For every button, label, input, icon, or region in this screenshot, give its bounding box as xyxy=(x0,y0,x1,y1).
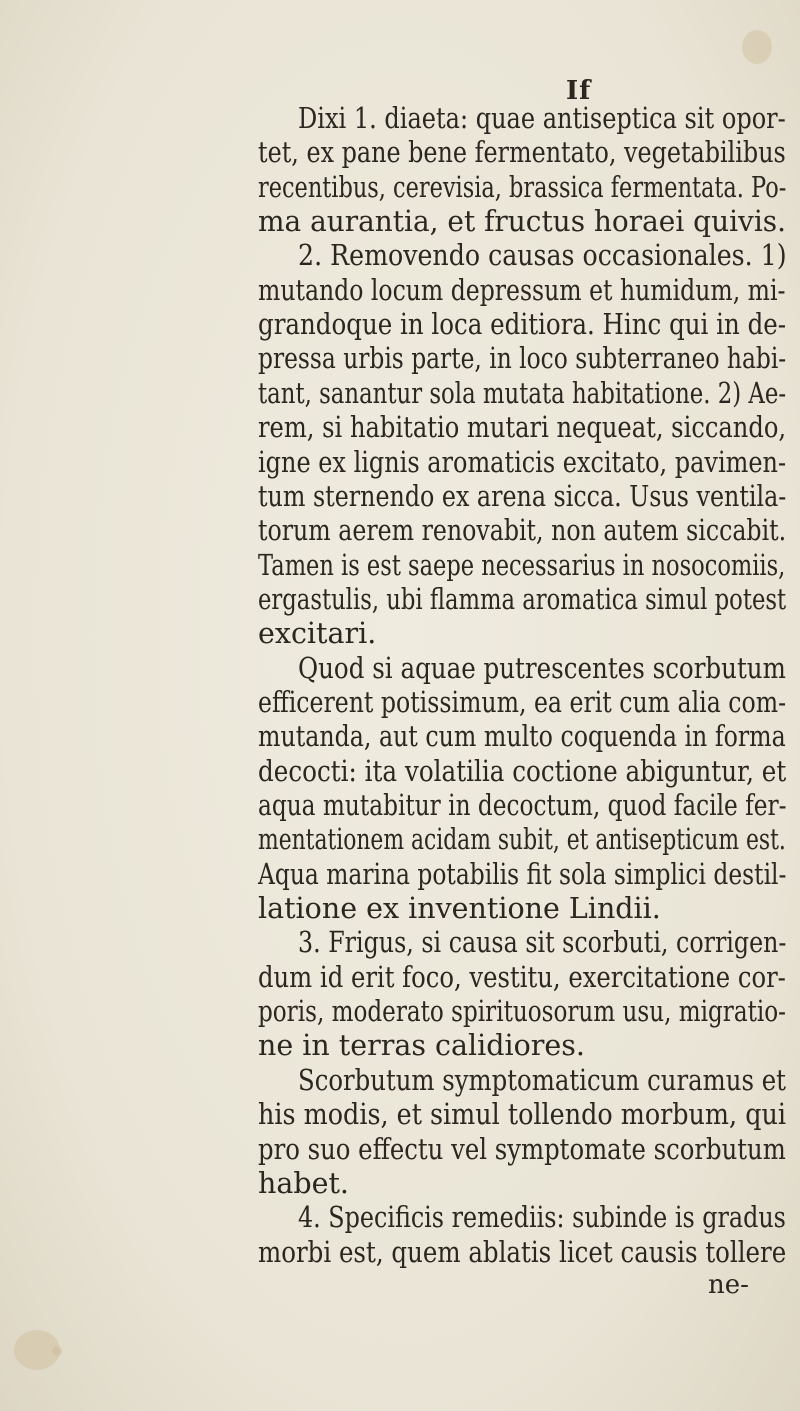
text-line: his modis, et simul tollendo morbum, qui xyxy=(258,1098,786,1132)
text-line: efficerent potissimum, ea erit cum alia com- xyxy=(258,685,787,719)
text-line: 2. Removendo causas occasionales. 1) xyxy=(298,239,787,273)
text-line: dum id erit foco, vestitu, exercitatione cor- xyxy=(258,960,786,994)
text-line: decocti: ita volatilia coctione abiguntur, et xyxy=(258,754,787,788)
text-line: excitari. xyxy=(258,617,377,651)
text-line: mutanda, aut cum multo coquenda in forma xyxy=(258,720,786,754)
text-line: aqua mutabitur in decoctum, quod facile fer- xyxy=(258,789,787,822)
page-number: If xyxy=(566,76,592,106)
text-line: poris, moderato spirituosorum usu, migratio- xyxy=(258,995,786,1029)
catchword: ne- xyxy=(708,1269,749,1300)
text-line: Aqua marina potabilis fit sola simplici destil- xyxy=(258,857,787,891)
text-line: mentationem acidam subit, et antisepticum est. xyxy=(258,823,786,857)
text-line: habet. xyxy=(258,1166,349,1200)
text-line: latione ex inventione Lindii. xyxy=(258,892,661,926)
text-line: 3. Frigus, si causa sit scorbuti, corrigen- xyxy=(298,926,787,960)
text-line: recentibus, cerevisia, brassica fermentata. Po- xyxy=(258,170,787,204)
text-line: 4. Specificis remediis: subinde is gradus xyxy=(298,1201,786,1235)
text-line: tum sternendo ex arena sicca. Usus ventila- xyxy=(258,479,787,513)
text-line: igne ex lignis aromaticis excitato, pavimen- xyxy=(258,445,787,479)
text-line: Tamen is est saepe necessarius in nosocomiis, xyxy=(258,548,786,582)
text-line: pressa urbis parte, in loco subterraneo habi- xyxy=(258,342,787,376)
text-line: rem, si habitatio mutari nequeat, siccando, xyxy=(258,411,787,445)
text-line: mutando locum depressum et humidum, mi- xyxy=(258,273,786,307)
text-line: Scorbutum symptomaticum curamus et xyxy=(298,1063,786,1097)
text-line: morbi est, quem ablatis licet causis tollere xyxy=(258,1235,787,1269)
text-line: ergastulis, ubi flamma aromatica simul potest xyxy=(258,582,787,616)
text-line: tet, ex pane bene fermentato, vegetabilibus xyxy=(258,136,786,170)
text-line: tant, sanantur sola mutata habitatione. 2) Ae- xyxy=(258,376,787,410)
text-line: ne in terras calidiores. xyxy=(258,1029,585,1063)
text-line: grandoque in loca editiora. Hinc qui in de- xyxy=(258,308,787,342)
text-line: ma aurantia, et fructus horaei quivis. xyxy=(258,205,786,239)
text-line: Quod si aquae putrescentes scorbutum xyxy=(298,651,786,685)
text-line: Dixi 1. diaeta: quae antiseptica sit opor- xyxy=(298,102,786,135)
paper-stain xyxy=(742,30,772,64)
paper-stain xyxy=(52,1346,62,1356)
text-line: torum aerem renovabit, non autem siccabit. xyxy=(258,514,787,548)
text-line: pro suo effectu vel symptomate scorbutum xyxy=(258,1132,786,1166)
